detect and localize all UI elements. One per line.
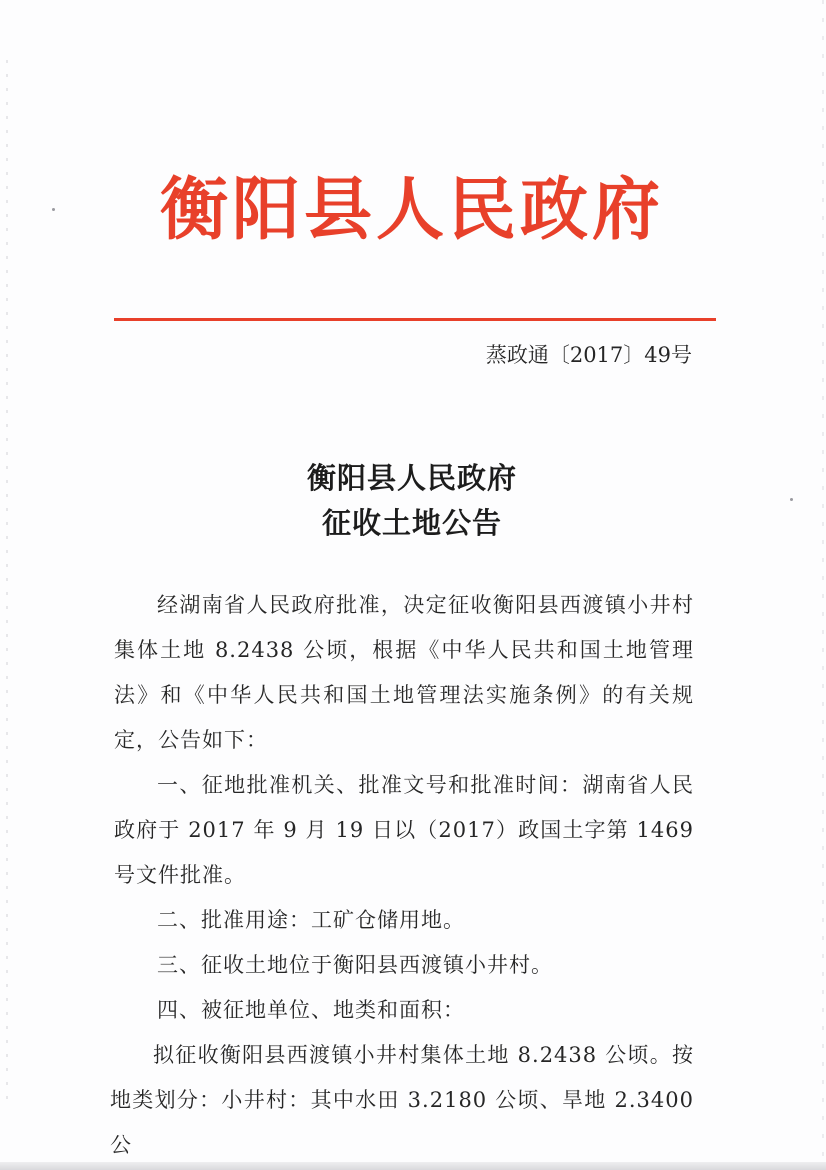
notice-title-line1: 衡阳县人民政府 [306, 461, 517, 495]
notice-body [110, 583, 694, 1168]
paragraph-item-4: 四、被征地单位、地类和面积： [157, 998, 465, 1022]
paragraph-intro: 经湖南省人民政府批准，决定征收衡阳县西渡镇小井村集体土地 8.2438 公顷，根据《中华人民共和国土地管理法》和《中华人民共和国土地管理法实施条例》的有关规定，公告如下： [114, 593, 694, 752]
scan-speck [52, 208, 55, 211]
scan-edge-left [6, 60, 8, 1110]
government-header-title: 衡阳县人民政府 [159, 170, 664, 250]
paragraph-item-4-detail: 拟征收衡阳县西渡镇小井村集体土地 8.2438 公顷。按地类划分：小井村：其中水田 3.2180 公顷、旱地 2.3400 公 [110, 1043, 694, 1157]
document-number: 蒸政通〔2017〕49号 [485, 343, 692, 367]
red-divider-rule [114, 318, 716, 321]
paragraph-item-1: 一、征地批准机关、批准文号和批准时间：湖南省人民政府于 2017 年 9 月 19 日以（2017）政国土字第 1469 号文件批准。 [114, 773, 694, 887]
notice-title-line2: 征收土地公告 [321, 506, 502, 540]
scan-speck [790, 498, 793, 501]
paragraph-item-2: 二、批准用途：工矿仓储用地。 [157, 908, 465, 932]
scan-edge-right [822, 0, 824, 1170]
paragraph-item-3: 三、征收土地位于衡阳县西渡镇小井村。 [157, 953, 553, 977]
scan-bottom-edge [0, 1162, 826, 1170]
